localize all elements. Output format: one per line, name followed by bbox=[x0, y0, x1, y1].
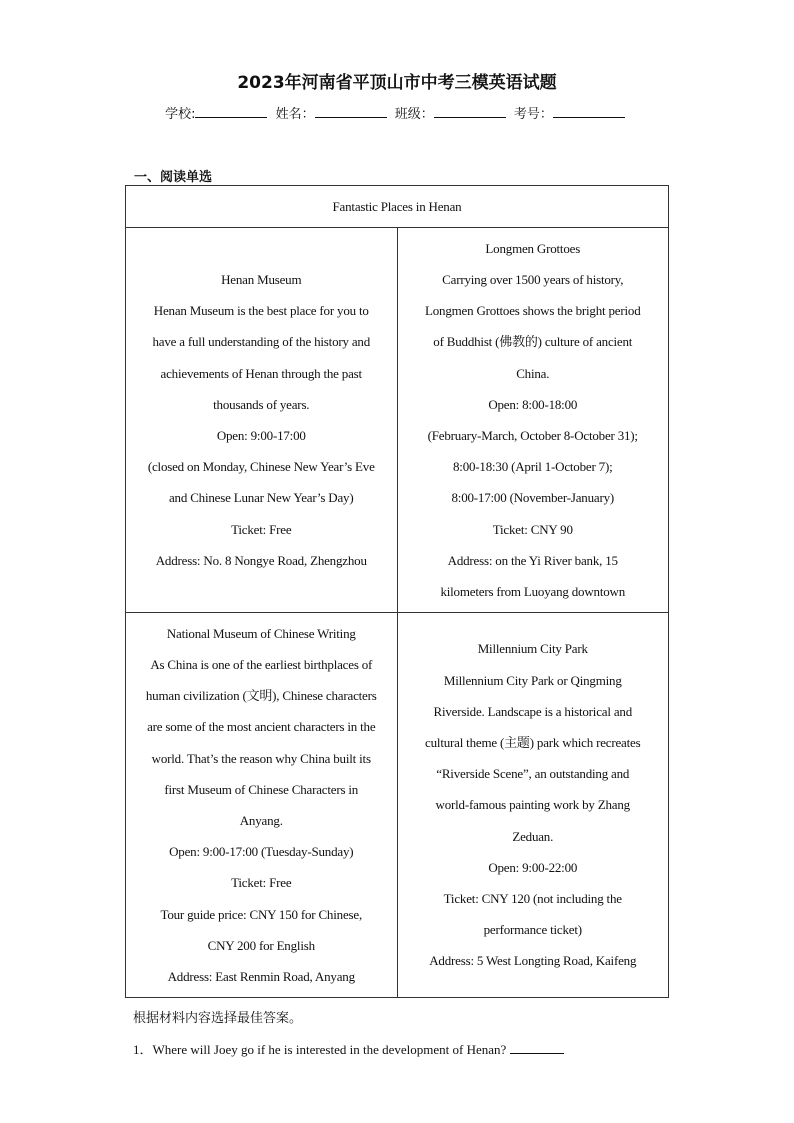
exam-number-label: 考号： bbox=[513, 107, 553, 122]
school-blank[interactable] bbox=[195, 105, 267, 118]
place-text-line: Open: 9:00-22:00 bbox=[488, 859, 578, 875]
place-text-line: As China is one of the earliest birthplaces of bbox=[150, 656, 373, 672]
place-text-line: Open: 8:00-18:00 bbox=[488, 396, 578, 412]
place-text-line: thousands of years. bbox=[213, 396, 310, 412]
place-text-line: Henan Museum is the best place for you to bbox=[153, 303, 369, 319]
place-text-line: have a full understanding of the history and bbox=[152, 334, 371, 350]
place-name: Henan Museum bbox=[221, 271, 302, 287]
place-text-line: of Buddhist (佛教的) culture of ancient bbox=[433, 334, 633, 350]
place-text-line: Anyang. bbox=[239, 813, 283, 828]
place-text-line: Open: 9:00-17:00 bbox=[216, 428, 306, 443]
place-text-line: world. That’s the reason why China built its bbox=[151, 750, 371, 766]
cell-henan-museum bbox=[126, 228, 398, 613]
place-text-line: Ticket: Free bbox=[231, 521, 292, 537]
place-text-line: first Museum of Chinese Characters in bbox=[164, 781, 359, 797]
school-label: 学校: bbox=[165, 107, 196, 122]
cell-national-museum-chinese-writing bbox=[126, 613, 398, 998]
place-name: Longmen Grottoes bbox=[485, 240, 581, 256]
place-text-line: 8:00-18:30 (April 1-October 7); bbox=[452, 459, 613, 475]
place-name: Millennium City Park bbox=[477, 641, 588, 657]
answer-blank[interactable] bbox=[510, 1041, 564, 1054]
place-text-line: human civilization (文明), Chinese characters bbox=[145, 688, 377, 704]
place-text-line: Carrying over 1500 years of history, bbox=[442, 271, 624, 287]
place-text-line: Address: 5 West Longting Road, Kaifeng bbox=[429, 953, 637, 969]
class-blank[interactable] bbox=[434, 105, 506, 118]
class-label: 班级： bbox=[394, 107, 434, 122]
place-text-line: performance ticket) bbox=[483, 922, 582, 938]
exam-number-blank[interactable] bbox=[553, 105, 625, 118]
place-text-line: world-famous painting work by Zhang bbox=[435, 797, 630, 813]
place-text-line: Address: on the Yi River bank, 15 bbox=[447, 552, 618, 568]
place-text-line: cultural theme (主题) park which recreates bbox=[425, 734, 641, 750]
question-1-text: Where will Joey go if he is interested in the development of Henan? bbox=[152, 1042, 507, 1057]
name-blank[interactable] bbox=[315, 105, 387, 118]
place-text-line: Address: No. 8 Nongye Road, Zhengzhou bbox=[155, 552, 367, 568]
place-text-line: Riverside. Landscape is a historical and bbox=[433, 703, 632, 719]
place-name: National Museum of Chinese Writing bbox=[166, 625, 356, 641]
place-text-line: Zeduan. bbox=[512, 828, 554, 844]
place-text-line: Longmen Grottoes shows the bright period bbox=[425, 303, 641, 319]
place-text-line: Tour guide price: CNY 150 for Chinese, bbox=[160, 906, 362, 922]
table-heading: Fantastic Places in Henan bbox=[126, 186, 669, 228]
place-text-line: “Riverside Scene”, an outstanding and bbox=[436, 766, 630, 782]
place-text-line: Ticket: CNY 90 bbox=[492, 521, 573, 537]
place-text-line: Millennium City Park or Qingming bbox=[443, 672, 622, 688]
section-title: 一、阅读单选 bbox=[134, 170, 213, 185]
place-text-line: are some of the most ancient characters in the bbox=[147, 719, 376, 735]
place-text-line: achievements of Henan through the past bbox=[160, 365, 362, 381]
place-text-line: kilometers from Luoyang downtown bbox=[440, 584, 626, 600]
cell-millennium-city-park bbox=[397, 613, 669, 998]
place-text-line: (February-March, October 8-October 31); bbox=[427, 428, 638, 443]
instruction-text: 根据材料内容选择最佳答案。 bbox=[133, 1011, 303, 1026]
place-text-line: and Chinese Lunar New Year’s Day) bbox=[168, 490, 354, 506]
place-text-line: 8:00-17:00 (November-January) bbox=[451, 490, 615, 506]
place-text-line: Ticket: CNY 120 (not including the bbox=[443, 891, 622, 906]
place-text-line: Ticket: Free bbox=[231, 875, 292, 891]
place-text-line: Address: East Renmin Road, Anyang bbox=[167, 969, 355, 985]
place-text-line: China. bbox=[516, 365, 550, 381]
question-1-number: 1． bbox=[133, 1042, 153, 1057]
cell-longmen-grottoes bbox=[397, 228, 669, 613]
student-info-line bbox=[0, 103, 794, 122]
place-text-line: Open: 9:00-17:00 (Tuesday-Sunday) bbox=[169, 844, 354, 860]
name-label: 姓名： bbox=[275, 107, 315, 122]
question-1 bbox=[133, 1039, 564, 1058]
page-title: 2023年河南省平顶山市中考三模英语试题 bbox=[237, 73, 557, 93]
place-text-line: (closed on Monday, Chinese New Year’s Eve bbox=[147, 459, 375, 475]
place-text-line: CNY 200 for English bbox=[207, 937, 315, 953]
passage-table bbox=[125, 185, 669, 998]
